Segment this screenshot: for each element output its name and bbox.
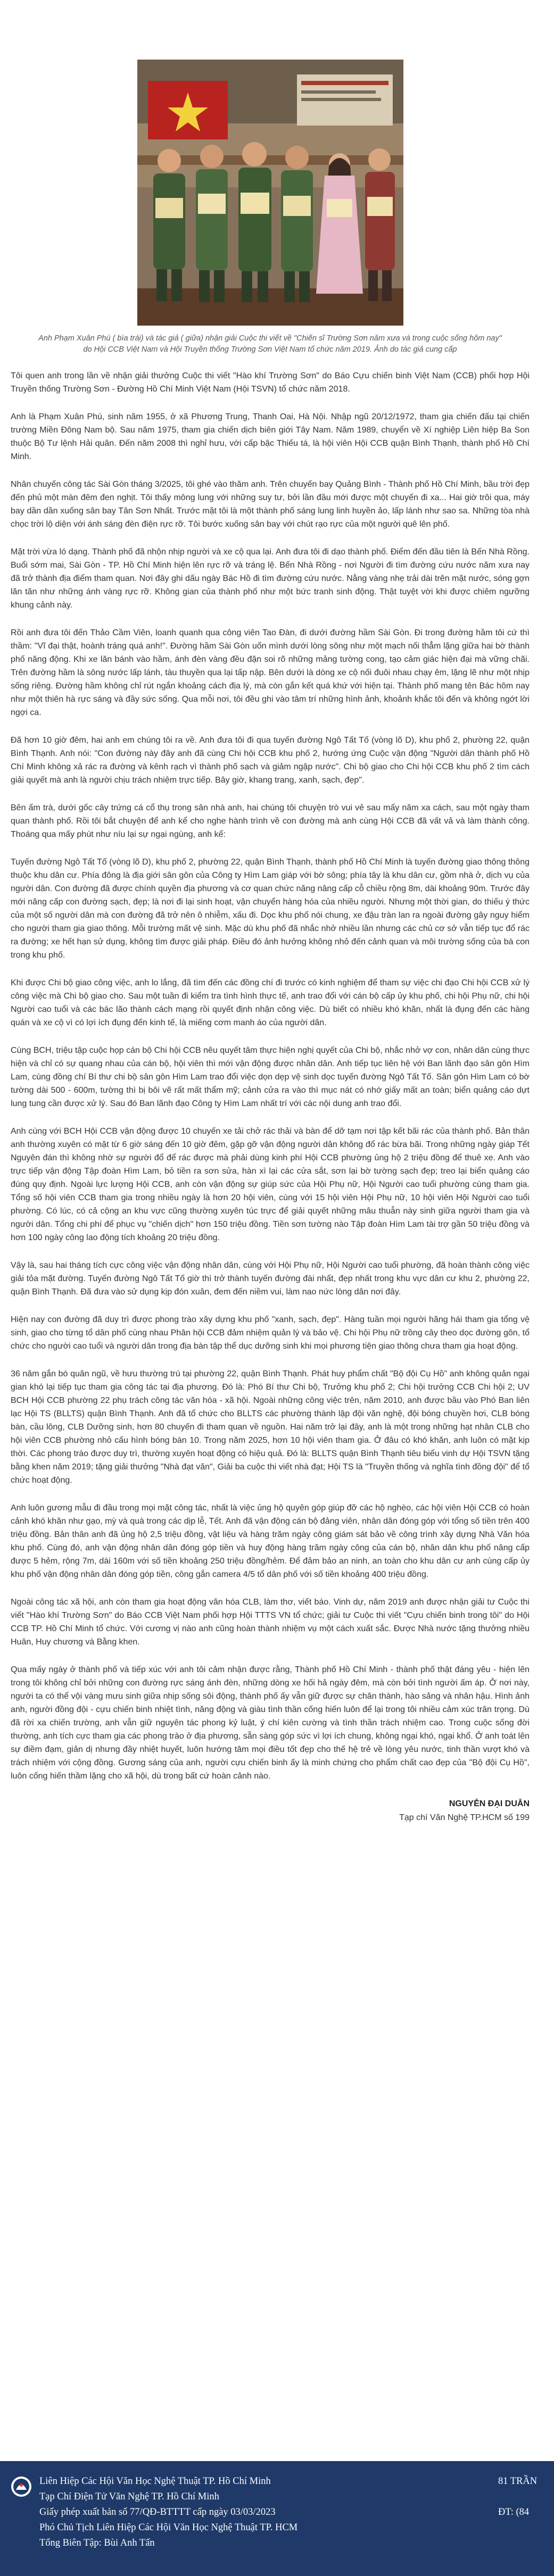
- paragraph: Anh là Phạm Xuân Phú, sinh năm 1955, ở xã Phương Trung, Thanh Oai, Hà Nội. Nhập ngũ 20/12/1972, tham gia chiến đấu tại chiến trường Miền Đông Nam bộ. Sau năm 1975, tham gia chiến dịch biên giới Tây Nam. Năm 1989, chuyển về Xí nghiệp Liên hiệp Ba Son thuộc Bộ Tư lệnh Hải quân. Đến năm 2008 thì nghỉ hưu, với cấp bậc Thiếu tá, là hội viên Hội CCB quận Bình Thạnh, thành phố Hồ Chí Minh.: [11, 412, 530, 461]
- article-body: [11, 369, 530, 1783]
- paragraph: Đã hơn 10 giờ đêm, hai anh em chúng tôi ra về. Anh đưa tôi đi qua tuyến đường Ngô Tất Tố (vòng lõ D), khu phố 2, phường 22, quận Bình Thạnh. Anh nói: "Con đường này đây anh đã cùng Chi hội CCB khu phố 2, hướng ứng Cuộc vận động "Người dân thành phố Hồ Chí Minh không xả rác ra đường và kênh rạch vì thành phố sạch và giảm ngập nước". Chi bộ giao cho Chi hội CCB khu phố 2 tìm cách giải quyết mà anh là người chịu trách nhiệm trực tiếp. Bây giờ, khang trang, xanh, sạch, đẹp".: [11, 736, 530, 785]
- footer-info: [39, 2474, 454, 2551]
- paragraph: Vậy là, sau hai tháng tích cực công việc vận động nhân dân, cùng với Hội Phụ nữ, Hội Người cao tuổi phường, đã hoàn thành công việc giải tỏa mặt đường. Tuyến đường Ngô Tất Tố giờ thì trở thành tuyến đường đài nhất, đẹp nhất trong khu vực dân cư khu 2, phường 22, quận Bình Thạnh. Đã đưa vào sử dụng kịp đón xuân, đem đến niềm vui, làm nao nức lòng dân nơi đây.: [11, 1261, 530, 1297]
- paragraph: Ngoài công tác xã hội, anh còn tham gia hoạt động văn hóa CLB, làm thơ, viết báo. Vinh dự, năm 2019 anh được nhận giải tư Cuộc thi viết "Hào khí Trường Sơn" do Báo CCB Việt Nam phối hợp Hội TTTS VN tổ chức; giải tư Cuộc thi viết "Cựu chiến binh trong tôi" do Hội CCB TP. Hồ Chí Minh tổ chức. Với cương vị nào anh cũng hoàn thành nhiệm vụ một cách xuất sắc. Được Nhà nước tặng thưởng nhiều Huân, Huy chương và Bằng khen.: [11, 1598, 530, 1647]
- award-ceremony-illustration: [137, 60, 403, 326]
- site-footer: [0, 2461, 554, 2576]
- paragraph: Cùng BCH, triệu tập cuộc họp cán bộ Chi hội CCB nêu quyết tâm thực hiện nghị quyết của Chi bộ, nhắc nhở vợ con, nhân dân cùng thực hiện và chỉ có sự quang nhau của cán bộ, hội viên thì mới vận động được nhân dân. Anh tiếp tục liên hệ với Ban lãnh đạo sân gôn Hìm Lam, cùng đồng chí Bí thư chi bộ sân gôn Hìm Lam trao đổi việc dọn dẹp vệ sinh dọc tuyến đường Ngô Tất Tố. Sân gôn Hìm Lam có bờ tường dài 500 - 600m, tường thì bị bôi vẽ rất mất thẩm mỹ; cảnh cửa ra vào thì mục nát có nhớ giấy mất an toàn; biển quảng cáo dựt lung tung cần được xử lý. Sau đó Ban lãnh đạo Công ty Hìm Lam nhất trí với các nội dung anh trao đổi.: [11, 1046, 530, 1108]
- paragraph: Hiện nay con đường đã duy trì được phong trào xây dựng khu phố "xanh, sạch, đẹp". Hàng tuần mọi người hăng hái tham gia tổng vệ sinh, giao cho từng tổ dân phố cùng nhau Phân hội CCB đảm nhiệm quản lý và bảo vệ. Chi hội Phụ nữ trồng cây theo dọc đường gôn, tổ chức cho người cao tuổi và người dân trong địa bàn tập thể dục dưỡng sinh khi mọi phương tiện giao thông chưa tham gia hoạt động.: [11, 1315, 530, 1351]
- footer-line: Tạp Chí Điện Tử Văn Nghệ TP. Hồ Chí Minh: [39, 2491, 219, 2502]
- footer-contact: [498, 2474, 554, 2520]
- paragraph: Qua mấy ngày ở thành phố và tiếp xúc với anh tôi cảm nhận được rằng, Thành phố Hồ Chí Minh - thành phố thật đáng yêu - hiện lên trong tôi không chỉ bởi những con đường rực sáng ánh đèn, những dòng xe hối hả ngày đêm, mà còn bởi tình người ấm áp. Ở nơi này, người ta có thể vội vàng mưu sinh giữa nhịp sống sôi động, thành phố ấy vẫn giữ được sự chân thành, hào sảng và nhân hậu. Hình ảnh anh, người đồng đội - cựu chiến binh nhiệt tình, năng động và giàu tình thần cống hiến luôn để lại trong tôi nhiều cảm xúc trân trọng. Dù đã rời xa chiến trường, anh vẫn giữ nguyên tác phong kỷ luật, ý chí kiên cường và tình thần trách nhiệm cao. Trong cuộc sống đời thường, anh tích cực tham gia các phong trào ở địa phương, sẵn sàng góp sức vì lợi ích chung, không ngại khó, ngại khổ. Ở anh toát lên sự điềm đạm, giản dị nhưng đầy nhiệt huyết, luôn hướng tâm mọi điều tốt đẹp cho thế hệ trẻ về lòng yêu nước, tinh thần vượt khó và trách nhiệm với cộng đồng. Gương sáng của anh, người cựu chiến binh ấy là minh chứng cho phẩm chất cao đẹp của "Bộ đội Cụ Hồ", luôn cống hiến thầm lặng cho xã hội, dù trong bất cứ hoàn cảnh nào.: [11, 1665, 530, 1781]
- article-figure: [11, 0, 530, 355]
- publication-source: Tạp chí Văn Nghệ TP.HCM số 199: [399, 1813, 530, 1822]
- photo-caption: Anh Phạm Xuân Phú ( bìa trái) và tác giả ( giữa) nhận giải Cuộc thi viết về "Chiến sĩ Trường Sơn năm xưa và trong cuộc sống hôm nay" do Hội CCB Việt Nam và Hội Truyền thống Trường Sơn Việt Nam tổ chức năm 2019. Ảnh do tác giả cung cấp: [38, 334, 502, 354]
- footer-phone: ĐT: (84: [498, 2507, 530, 2517]
- paragraph: Tôi quen anh trong lần về nhận giải thưởng Cuộc thi viết "Hào khí Trường Sơn" do Báo Cựu chiến binh Việt Nam (CCB) phối hợp Hội Truyền thống Trường Sơn - Đường Hồ Chí Minh Việt Nam (Hội TSVN) tổ chức năm 2018.: [11, 371, 530, 394]
- paragraph: 36 năm gắn bó quân ngũ, về hưu thường trú tại phường 22, quận Bình Thạnh. Phát huy phẩm chất "Bộ đội Cụ Hồ" anh không quản ngại gian khó lại tiếp tục tham gia công tác tại địa phương. Đó là: Phó Bí thư Chi bộ, Trưởng khu phố 2; Chi hội trưởng CCB Chi hội 2; UV BCH Hội CCB phường 22 phụ trách công tác văn hóa - xã hội. Ngoài những công việc trên, năm 2010, anh được bầu vào Phó Ban liên lạc Hội TS (BLLTS) quận Bình Thạnh. Anh đã tổ chức cho BLLTS các phường thành lập đội văn nghệ, đội bóng chuyền hơi, CLB bóng bàn, cầu lông, CLB Dưỡng sinh, hơn 80 chuyến đi tham quan về nguồn. Hai năm trở lại đây, anh là một trong những hạt nhân CLB cho hội viên CCB phường nhỏ cấu hình bóng bàn 10. Trong năm 2025, hơn 10 hội viên tham gia. Ở đâu có khó khăn, anh luôn có mặt kịp thời. Các phong trào được duy trì, thường xuyên hoạt động có hiệu quả. Đó là: BLLTS quận Bình Thạnh tiêu biểu vinh dự Hội TSVN tặng bằng khen năm 2019; tặng giải thưởng "Nhà đạt văn", Giải ba cuộc thi viết nhà đạt; Hội TS là "Truyền thống và nghĩa tình đồng đội" để tổ chức hoạt động.: [11, 1369, 530, 1485]
- paragraph: Bên ấm trà, dưới gốc cây trứng cá cổ thụ trong sân nhà anh, hai chúng tôi chuyện trò vui vẻ sau mấy năm xa cách, sau một ngày tham quan thành phố. Rồi tôi bắt chuyện để anh kể cho nghe hành trình về con đường mà anh cùng Hội CCB đã vất vả và làm thành công. Thoáng qua mấy phút như níu lại sự ngại ngùng, anh kể:: [11, 803, 530, 839]
- author-name: NGUYỄN ĐẠI DUẪN: [449, 1799, 530, 1808]
- paragraph: Nhân chuyến công tác Sài Gòn tháng 3/2025, tôi ghé vào thăm anh. Trên chuyến bay Quảng Bình - Thành phố Hồ Chí Minh, bầu trời đẹp đến phủ một màn đêm đen nghịt. Tôi thấy mông lung với những suy tư, bởi lần đầu mới được một chuyến đi xa... Hai giờ trôi qua, máy bay dần dần xuống sân bay Tân Sơn Nhất. Trước mặt tôi là một thành phố sáng lung linh huyền ảo, lấp lánh như sao sa. Những tòa nhà chọc trời lộ diện với ánh sáng đèn điện rực rỡ. Tôi bước xuống sân bay với chút rạo rực của một người quê lên phố.: [11, 480, 530, 529]
- footer-address: 81 TRẦN: [498, 2476, 538, 2487]
- paragraph: Khi được Chi bộ giao công việc, anh lo lắng, đã tìm đến các đồng chí đi trước có kinh nghiệm để tham sự việc chi đạo Chi hội CCB xử lý công việc mà Chi bộ giao cho. Sau một tuần đi kiểm tra tình hình thực tế, anh trao đổi với cán bộ cấp ủy khu phố, chi hội Phụ nữ, chi hội Người cao tuổi và các bác lão thành cách mạng rồi quyết định nhận công việc. Dù biết có nhiều khó khăn, nhất là đụng đến các hàng quán và xe cộ vì có lợi ích đụng đến kinh tế, là miếng cơm manh áo của người dân.: [11, 978, 530, 1027]
- article-signature: [11, 1797, 530, 1825]
- paragraph: Rồi anh đưa tôi đến Thảo Cầm Viên, loanh quanh qua công viên Tao Đàn, đi dưới đường hầm Sài Gòn. Đi trong đường hầm tôi cứ thì thầm: "Vĩ đại thật, hoành tráng quá anh!". Đường hầm Sài Gòn uốn mình dưới lòng sông như một mạch nối thẳm lặng giữa hai bờ thành phố năng động. Khi xe lăn bánh vào hầm, ánh đèn vàng đều đặn soi rõ những mảng tường cong, tạo cảm giác hiện đại mà vững chãi. Trên đường hầm là sông nước lấp lánh, tàu thuyền qua lại tấp nập. Bên dưới là dòng xe cộ nối đuôi nhau chạy êm, lặng lẽ như một nhịp sống riêng. Đường hầm không chỉ rút ngắn khoảng cách địa lý, mà còn gắn kết quá khứ với hiện tại. Thành phố mang tên Bác hôm nay như một thiên hà rực sáng và đầy sức sống. Qua mỗi nơi, tôi đều ghi vào tâm trí những hình ảnh, khoảnh khắc tôi đến và không ngớt lời ngợi ca.: [11, 628, 530, 717]
- paragraph: Tuyến đường Ngô Tất Tố (vòng lõ D), khu phố 2, phường 22, quận Bình Thạnh, thành phố Hồ Chí Minh là tuyến đường giao thông thông thuộc khu dân cư. Phía đông là địa giới sân gôn của Công ty Hìm Lam giáp với bờ sông; phía tây là khu dân cư, gồm nhà ở, dịch vụ của người dân. Con đường đã được chính quyền địa phương và cơ quan chức năng nâng cấp cỗ chiều rộng 8m, dài khoảng 90m. Trước đây mới năng cấp con đường sạch, đẹp; là nơi đi lại sinh hoạt, vận chuyển hàng hóa của nhiều người. Nhưng một thời gian, do thiếu ý thức của một số người dân mà con đường đã trở nên ô nhiễm, xấu đi. Dọc khu phố nói chung, xe đậu tràn lan ra ngoài đường gây nguy hiểm cho người tham gia giao thông. Mỗi trường mất vệ sinh. Mặc dù khu phố đã nhắc nhở nhiều lần nhưng các chủ cơ sở vẫn tiếp tục đổ rác ra đường; xe hết hạn sử dụng, không tìm được giải pháp. Điều đó ảnh hưởng không nhỏ đến cảnh quan và môi trường sống của bà con trong khu phố.: [11, 858, 530, 960]
- paragraph: Mặt trời vừa ló dạng. Thành phố đã nhộn nhịp người và xe cộ qua lại. Anh đưa tôi đi dạo thành phố. Điểm đến đầu tiên là Bến Nhà Rồng. Buổi sớm mai, Sài Gòn - TP. Hồ Chí Minh hiện lên rực rỡ và tráng lệ. Bến Nhà Rồng - nơi Người đi tìm đường cứu nước năm xưa nay đã trở thành địa điểm tham quan. Nơi đây ghi dấu ngày Bác Hồ đi tìm đường cứu nước. Nằng vàng nhẹ trải dài trên mặt nước, sóng gợn lăn tăn như những ánh vàng rực rỡ. Không gian của thành phố như một bức tranh sinh động. Thật tuyệt vời khi được chiêm ngưỡng khung cảnh này.: [11, 547, 530, 610]
- footer-line: Giấy phép xuất bản số 77/QĐ-BTTTT cấp ngày 03/03/2023: [39, 2507, 276, 2517]
- award-ceremony-photo: [137, 60, 403, 326]
- paragraph: Anh cùng với BCH Hội CCB vận động được 10 chuyến xe tải chở rác thải và bàn để dỡ tạm nơi tập kết bãi rác của thành phố. Bản thân anh thường xuyên có mặt từ 6 giờ sáng đến 10 giờ đêm, gặp gỡ vận động người dân không đổ rác bừa bãi. Trong những ngày giáp Tết Nguyên đán thì không nhờ sự người đổ để rác được mà phải dùng kinh phí Hội CCB phường ủng hộ 2 triệu đồng để thuê xe. Anh vào trực tiếp vận động Tập đoàn Hìm Lam, bỏ tiền ra sơn sửa, hàn xì lại các cửa sắt, sơn lại bờ tường sạch đẹp; treo lại biển quảng cáo đúng quy định. Ngoài lực lượng Hội CCB, anh còn vận động sự giúp sức của Hội Phụ nữ, Hội Người cao tuổi phường cùng tham gia. Tổng số hội viên CCB tham gia trong nhiều ngày là hơn 20 hội viên, cùng với 15 hội viên Hội Phụ nữ, 10 hội viên Hội Người cao tuổi phường. Có lúc, có cả cộng an khu vực cũng thường xuyên túc trực để giải quyết những mâu thuẫn này sinh giữa người tham gia và người dân. Tổng chi phí để phục vụ "chiến dịch" hơn 150 triệu đồng. Tiền sơn tường nào Tập đoàn Hìm Lam tài trợ gần 50 triệu đồng và hơn 100 ngày công lao động tích khoảng 20 triệu đồng.: [11, 1127, 530, 1242]
- association-logo-icon: [11, 2476, 32, 2497]
- article: [11, 0, 530, 1825]
- footer-line: Liên Hiệp Các Hội Văn Học Nghệ Thuật TP. Hồ Chí Minh: [39, 2476, 271, 2487]
- footer-line: Tổng Biên Tập: Bùi Anh Tấn: [39, 2538, 155, 2548]
- footer-line: Phó Chủ Tịch Liên Hiệp Các Hội Văn Học Nghệ Thuật TP. HCM: [39, 2522, 298, 2533]
- paragraph: Anh luôn gương mẫu đi đầu trong mọi mặt công tác, nhất là việc ủng hộ quyên góp giúp đỡ các hộ nghèo, các hội viên Hội CCB có hoàn cảnh khó khăn như gạo, mỳ và quà trong các dịp lễ, Tết. Anh đã vận động cán bộ đảng viên, nhân dân đóng góp với tổng số tiền trên 400 triệu đồng. Bản thân anh đã ủng hộ 2,5 triệu đồng, vật liệu và hàng trăm ngày công giám sát bảo về công trình xây dựng Nhà Văn hóa khu phố. Cùng đó, anh vận động nhân dân đóng góp tiền và huy động hàng trăm ngày công của cán bộ, nhân dân khu phố nâng cấp được 5 hẻm, rộng 7m, dài 160m với số tiền khoảng 250 triệu đồng/hẻm. Để đảm bảo an ninh, an toàn cho khu dân cư anh cùng cấp ủy khu phố vận động nhân dân đóng góp tiền, công gắn camera 4/5 tổ dân phố với số tiền khoảng 400 triệu đồng.: [11, 1503, 530, 1579]
